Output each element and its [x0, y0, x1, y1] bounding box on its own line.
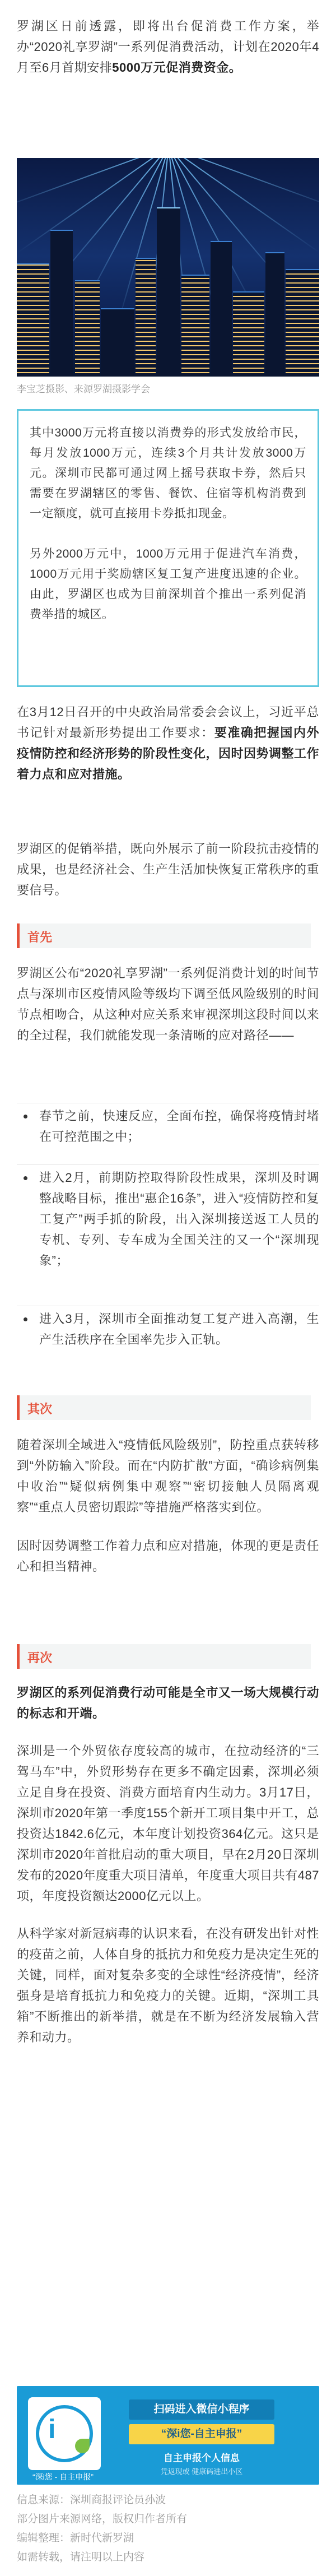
banner-line-report: 自主申报个人信息: [164, 2453, 240, 2463]
list-item: [17, 1164, 319, 1306]
paragraph-policy: [17, 702, 319, 785]
intro-bold: 5000万元促消费资金。: [112, 61, 242, 75]
bullet-icon: [24, 1115, 27, 1118]
section3-body: [17, 1682, 319, 2048]
section3-paragraph-1: 深圳是一个外贸依存度较高的城市，在拉动经济的“三驾马车”中，外贸形势存在更多不确定因素，深圳必须立足自身在投资、消费方面培育内生动力。3月17日，深圳市2020年第一季度155个新开工项目集中开工，总投资达1842.6亿元，本年度计划投资364亿元。这只是深圳市2020年首批启动的重大项目，早在2月20日深圳发布的2020年度重大项目清单，年度重大项目共有487项，年度投资额达2000亿元以上。: [17, 1744, 319, 1903]
image-caption: 李宝芝摄影、来源罗湖摄影学会: [17, 384, 150, 394]
section-tag-first: [17, 923, 311, 948]
list-item-text: 春节之前，快速反应，全面布控，确保将疫情封堵在可控范围之中；: [39, 1109, 319, 1144]
section2-paragraph-2: 因时因势调整工作着力点和应对措施，体现的更是责任心和担当精神。: [17, 1539, 320, 1574]
qr-caption: “深i您 - 自主申报”: [32, 2472, 94, 2481]
section-tag-label: 再次: [27, 1651, 53, 1665]
list-item: [17, 1103, 319, 1165]
list-item: [17, 1306, 319, 1380]
signal-text: 罗湖区的促销举措，既向外展示了前一阶段抗击疫情的成果，也是经济社会、生产生活加快恢复正常秩序的重要信号。: [17, 842, 320, 897]
city-light-show-image: [17, 158, 319, 377]
list-item-text: 进入2月，前期防控取得阶段性成果，深圳及时调整战略目标，推出“惠企16条”，进入“疫情防控和复工复产”两手抓的阶段，出入深圳接送返工人员的专机、专列、专车成为全国关注的又一个“深圳现象”；: [39, 1171, 319, 1268]
section-tag-label: 首先: [27, 930, 53, 944]
section1-lead-text: 罗湖区公布“2020礼享罗湖”一系列促消费计划的时间节点与深圳市区疫情风险等级均下调至低风险级别的时间节点相吻合，从这种对应关系来审视深圳这段时间以来的全过程，我们就能发现一条清晰的应对路径——: [17, 966, 320, 1042]
section1-lead: [17, 963, 319, 1046]
intro-text: 罗湖区日前透露，即将出台促消费工作方案，举办“2020礼享罗湖”一系列促消费活动，计划在2020年4月至6月首期安排: [17, 19, 319, 75]
leaf-icon: [75, 2439, 90, 2453]
bullet-icon: [24, 1176, 27, 1180]
qr-logo-char: i: [48, 2415, 56, 2444]
section-tag-third: [17, 1644, 311, 1669]
list-item-text: 进入3月，深圳市全面推动复工复产进入高潮，生产生活秩序在全国率先步入正轨。: [39, 1312, 319, 1347]
quote-box: [17, 409, 319, 687]
policy-text: 在3月12日召开的中央政治局常委会会议上，习近平总书记针对最新形势提出工作要求：: [17, 705, 319, 740]
banner-line-access: 凭返现或 健康码进出小区: [160, 2467, 243, 2476]
footer-share: 如需转载，请注明以上内容: [17, 2551, 145, 2563]
qr-code[interactable]: [28, 2397, 101, 2470]
section2-paragraph-1: 随着深圳全域进入“疫情低风险级别”，防控重点获转移到“外防输入”阶段。而在“内防扩散”方面，“确诊病例集中收治”“疑似病例集中观察”“密切接触人员隔离观察”“重点人员密切跟踪”等措施严格落实到位。: [17, 1438, 319, 1514]
intro-paragraph: [17, 16, 319, 78]
footer-editor: 编辑整理：新时代新罗湖: [17, 2532, 134, 2544]
mini-program-banner[interactable]: [17, 2386, 319, 2485]
footer-copyright: 部分图片来源网络，版权归作者所有: [17, 2513, 188, 2525]
section2-body: [17, 1435, 319, 1577]
policy-bold: 要准确把握国内外疫情防控和经济形势的阶段性变化，因时因势调整工作着力点和应对措施。: [17, 726, 320, 781]
section3-bold: 罗湖区的系列促消费行动可能是全市又一场大规模行动的标志和开端。: [17, 1686, 320, 1720]
bullet-icon: [24, 1317, 27, 1321]
quote-paragraph-2: 另外2000万元中，1000万元用于促进汽车消费，1000万元用于奖励辖区复工复产进度迅速的企业。由此，罗湖区也成为目前深圳首个推出一系列促消费举措的城区。: [30, 547, 306, 621]
section-tag-label: 其次: [27, 1402, 53, 1416]
qr-ring-icon: [36, 2405, 93, 2462]
banner-line-scan: 扫码进入微信小程序: [129, 2399, 274, 2420]
section3-paragraph-2: 从科学家对新冠病毒的认识来看，在没有研发出针对性的疫苗之前，人体自身的抵抗力和免疫力是决定生死的关键，同样，面对复杂多变的全球性“经济疫情”，经济强身是培育抵抗力和免疫力的关键。近期，“深圳工具箱”不断推出的新举措，就是在不断为经济发展输入营养和动力。: [17, 1927, 320, 2044]
paragraph-signal: [17, 838, 319, 901]
section-tag-second: [17, 1395, 311, 1420]
quote-paragraph-1: 其中3000万元将直接以消费券的形式发放给市民，每月发放1000万元，连续3个月共计发放3000万元。深圳市民都可通过网上摇号获取卡券，然后只需要在罗湖辖区的零售、餐饮、住宿等机构消费到一定额度，就可直接用卡券抵扣现金。: [30, 426, 306, 520]
footer-source: 信息来源：深圳商报评论员孙波: [17, 2494, 166, 2506]
banner-line-program: “深i您-自主申报”: [129, 2424, 274, 2444]
